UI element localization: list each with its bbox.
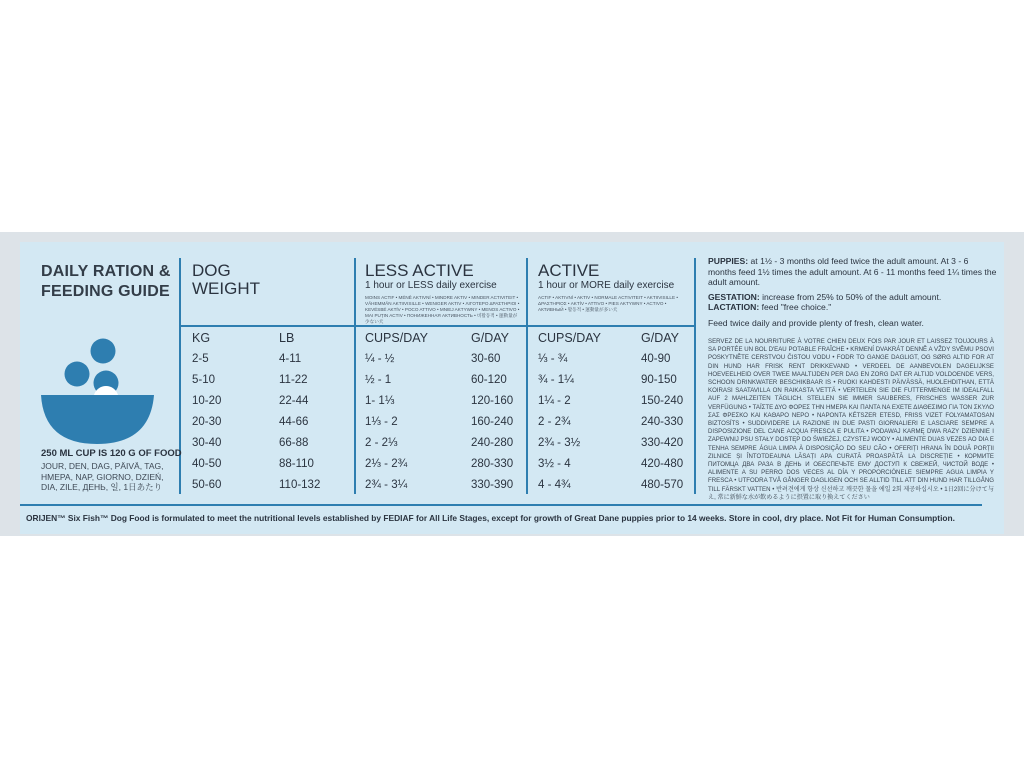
less-active-grams-header: G/DAY <box>471 331 509 345</box>
active-grams-cell: 240-330 <box>641 416 684 428</box>
table-row <box>20 458 700 479</box>
cup-measure-note: 250 ML CUP IS 120 G OF FOOD <box>41 448 182 459</box>
lb-cell: 11-22 <box>279 374 308 386</box>
table-row <box>20 479 700 500</box>
less-active-cups-cell: 2⅓ - 2¾ <box>365 458 408 470</box>
kg-header: KG <box>192 331 211 345</box>
active-cups-header: CUPS/DAY <box>538 331 601 345</box>
footer-rule <box>20 504 982 506</box>
table-row <box>20 353 700 374</box>
active-cups-cell: ⅓ - ¾ <box>538 353 568 365</box>
lb-cell: 88-110 <box>279 458 314 470</box>
less-active-grams-cell: 30-60 <box>471 353 501 365</box>
puppies-text: at 1½ - 3 months old feed twice the adult amount. At 3 - 6 months feed 1½ times the adult amount. At 6 - 11 months feed 1¼ times the adult amount. <box>708 256 997 288</box>
guide-title: DAILY RATION & FEEDING GUIDE <box>41 263 171 300</box>
less-active-cups-header: CUPS/DAY <box>365 331 428 345</box>
active-grams-cell: 90-150 <box>641 374 677 386</box>
kg-cell: 40-50 <box>192 458 222 470</box>
kg-cell: 5-10 <box>192 374 216 386</box>
less-active-cups-cell: 2 - 2⅓ <box>365 437 398 449</box>
gestation-note <box>708 292 998 303</box>
table-row <box>20 416 700 437</box>
active-translations: ACTIF • AKTIVNÍ • AKTIV • NORMALE ACTIVITEIT • AKTIIVISILLE • ΔΡΑΣΤΗΡΙΟΣ • AKTÍV • ATTIVO • PIES AKTYWNY • ACTIVO • АКТИВНЫЙ • 활동적 • 運動量が多い犬 <box>538 295 678 312</box>
less-active-cups-cell: ½ - 1 <box>365 374 392 386</box>
active-title: ACTIVE <box>538 261 600 280</box>
less-active-grams-cell: 240-280 <box>471 437 514 449</box>
kg-cell: 30-40 <box>192 437 222 449</box>
feeding-guide-panel <box>20 242 1004 534</box>
lactation-label: LACTATION: <box>708 302 760 312</box>
table-row <box>20 395 700 416</box>
kg-cell: 2-5 <box>192 353 209 365</box>
lb-cell: 22-44 <box>279 395 309 407</box>
active-grams-header: G/DAY <box>641 331 679 345</box>
table-row <box>20 437 700 458</box>
less-active-translations: MOINS ACTIF • MÉNĚ AKTIVNÍ • MINDRE AKTIV • MINDER ACTIVITEIT • VÄHEMMÄN AKTIIVISILLE • WENIGER AKTIV • ΛΙΓΟΤΕΡΟ ΔΡΑΣΤΗΡΙΟΙ • KEVÉSBÉ AKTÍV • POCO ATTIVO • MNIEJ AKTYWNY • MENOS ACTIVO • MAI PUȚIN ACTIV • ПОНИЖЕННАЯ АКТИВНОСТЬ • 비활동적 • 運動量が少ない犬 <box>365 295 520 324</box>
dog-weight-title: DOG WEIGHT <box>192 261 260 298</box>
feed-twice-note: Feed twice daily and provide plenty of fresh, clean water. <box>708 318 924 328</box>
per-day-translations: JOUR, DEN, DAG, PÄIVÄ, TAG, ΗΜΕΡΑ, NAP, GIORNO, DZIEŃ, DIA, ZILE, ДЕНЬ, 일, 1日あたり <box>41 461 164 492</box>
less-active-grams-cell: 60-120 <box>471 374 507 386</box>
puppies-note <box>708 256 998 288</box>
less-active-grams-cell: 280-330 <box>471 458 514 470</box>
gestation-text: increase from 25% to 50% of the adult amount. <box>759 292 942 302</box>
active-cups-cell: 2¾ - 3½ <box>538 437 581 449</box>
kg-cell: 10-20 <box>192 395 222 407</box>
less-active-cups-cell: 1⅓ - 2 <box>365 416 398 428</box>
puppies-label: PUPPIES: <box>708 256 749 266</box>
less-active-grams-cell: 160-240 <box>471 416 514 428</box>
footer-disclaimer: ORIJEN™ Six Fish™ Dog Food is formulated to meet the nutritional levels established by FEDIAF for All Life Stages, except for growth of Great Dane puppies prior to 14 weeks. Store in cool, dry place. Not Fit for Human Consumption. <box>26 513 955 523</box>
lb-header: LB <box>279 331 295 345</box>
table-header-rule <box>180 325 695 327</box>
lactation-note <box>708 302 998 313</box>
table-row <box>20 374 700 395</box>
active-grams-cell: 40-90 <box>641 353 671 365</box>
active-cups-cell: ¾ - 1¼ <box>538 374 574 386</box>
active-grams-cell: 330-420 <box>641 437 684 449</box>
less-active-subtitle: 1 hour or LESS daily exercise <box>365 280 497 291</box>
active-subtitle: 1 hour or MORE daily exercise <box>538 280 675 291</box>
less-active-cups-cell: 1- 1⅓ <box>365 395 395 407</box>
kg-cell: 20-30 <box>192 416 222 428</box>
active-grams-cell: 150-240 <box>641 395 684 407</box>
lb-cell: 110-132 <box>279 479 321 491</box>
active-cups-cell: 3½ - 4 <box>538 458 571 470</box>
less-active-title: LESS ACTIVE <box>365 261 474 280</box>
less-active-grams-cell: 330-390 <box>471 479 514 491</box>
lb-cell: 66-88 <box>279 437 309 449</box>
active-cups-cell: 2 - 2¾ <box>538 416 571 428</box>
less-active-cups-cell: 2¾ - 3¼ <box>365 479 408 491</box>
active-cups-cell: 1¼ - 2 <box>538 395 571 407</box>
lactation-text: feed "free choice." <box>759 302 832 312</box>
less-active-grams-cell: 120-160 <box>471 395 514 407</box>
lb-cell: 4-11 <box>279 353 302 365</box>
gestation-label: GESTATION: <box>708 292 760 302</box>
lb-cell: 44-66 <box>279 416 309 428</box>
less-active-cups-cell: ¼ - ½ <box>365 353 395 365</box>
active-grams-cell: 480-570 <box>641 479 684 491</box>
multilingual-feeding-instructions: SERVEZ DE LA NOURRITURE À VOTRE CHIEN DEUX FOIS PAR JOUR ET LAISSEZ TOUJOURS À SA PORTÉE UN BOL D'EAU POTABLE FRAÎCHE • KRMENÍ DVAKRÁT DENNĚ A VŽDY SVĚMU PSOVI POSKYTNĚTE CERSTVOU ČISTOU VODU • FODR TO GANGE DAGLIGT, OG SØRG ALTID FOR AT DIN HUND HAR FRISK RENT DRIKKEVAND • VERDEEL DE AANBEVOLEN DAGELIJKSE HOEVEELHEID OVER TWEE MAALTIJDEN PER DAG EN ZORG DAT ER ALTIJD VOLDOENDE VERS, SCHOON DRINKWATER BESCHIKBAAR IS • RUOKI KAHDESTI PÄIVÄSSÄ, HUOLEHDITHAN, ETTÄ KOIRASI SAATAVILLA ON RAIKASTA VETTÄ • VERTEILEN SIE DIE FUTTERMENGE IM IDEALFALL AUF 2 MAHLZEITEN TÄGLICH. STELLEN SIE IMMER SAUBERES, FRISCHES WASSER ZUR VERFÜGUNG • ΤΑΪΣΤΕ ΔΥΟ ΦΟΡΕΣ ΤΗΝ ΗΜΕΡΑ ΚΑΙ ΠΑΝΤΑ ΝΑ ΕΧΕΤΕ ΔΙΑΘΕΣΙΜΟ ΓΙΑ ΤΟΝ ΣΚΥΛΟ ΣΑΣ ΦΡΕΣΚΟ ΚΑΙ ΚΑΘΑΡΟ ΝΕΡΟ • NAPONTA KÉTSZER ETESD, FRISS VIZET FOLYAMATOSAN BIZTOSÍTS • SUDDIVIDERE LA RAZIONE IN DUE PASTI GIORNALIERI E LASCIARE SEMPRE A DISPOSIZIONE DEL CANE ACQUA FRESCA E PULITA • PODAWAJ KARMĘ DWA RAZY DZIENNIE I ZAPEWNIJ PSU STAŁY DOSTĘP DO ŚWIEŻEJ, CZYSTEJ WODY • ALIMENTE DUAS VEZES AO DIA E TENHA SEMPRE ÁGUA LIMPA À DISPOSIÇÃO DO SEU CÃO • OFERIȚI HRANA ÎN DOUĂ PORȚII ZILNICE ȘI ÎNTOTDEAUNA LĂSAȚI APA CURATĂ PROASPĂTĂ LA DISCREȚIE • КОРМИТЕ ПИТОМЦА ДВА РАЗА В ДЕНЬ И ОБЕСПЕЧЬТЕ ЕМУ ДОСТУП К СВЕЖЕЙ, ЧИСТОЙ ВОДЕ • ALIMENTE A SU PERRO DOS VECES AL DÍA Y PROPORCIÓNELE SIEMPRE AGUA LIMPIA Y FRESCA • UTFODRA TVÅ GÅNGER DAGLIGEN OCH SE ALLTID TILL ATT DIN HUND HAR TILLGÅNG TILL FÄRSKT VATTEN • 반려견에게 항상 신선하고 깨끗한 물을 에일 2회 제공하십시오 • 1日2回に分けて与え, 常に新鮮な水が飲めるように摂置に取り換えてください <box>708 338 994 501</box>
active-cups-cell: 4 - 4¾ <box>538 479 571 491</box>
active-grams-cell: 420-480 <box>641 458 684 470</box>
kg-cell: 50-60 <box>192 479 222 491</box>
